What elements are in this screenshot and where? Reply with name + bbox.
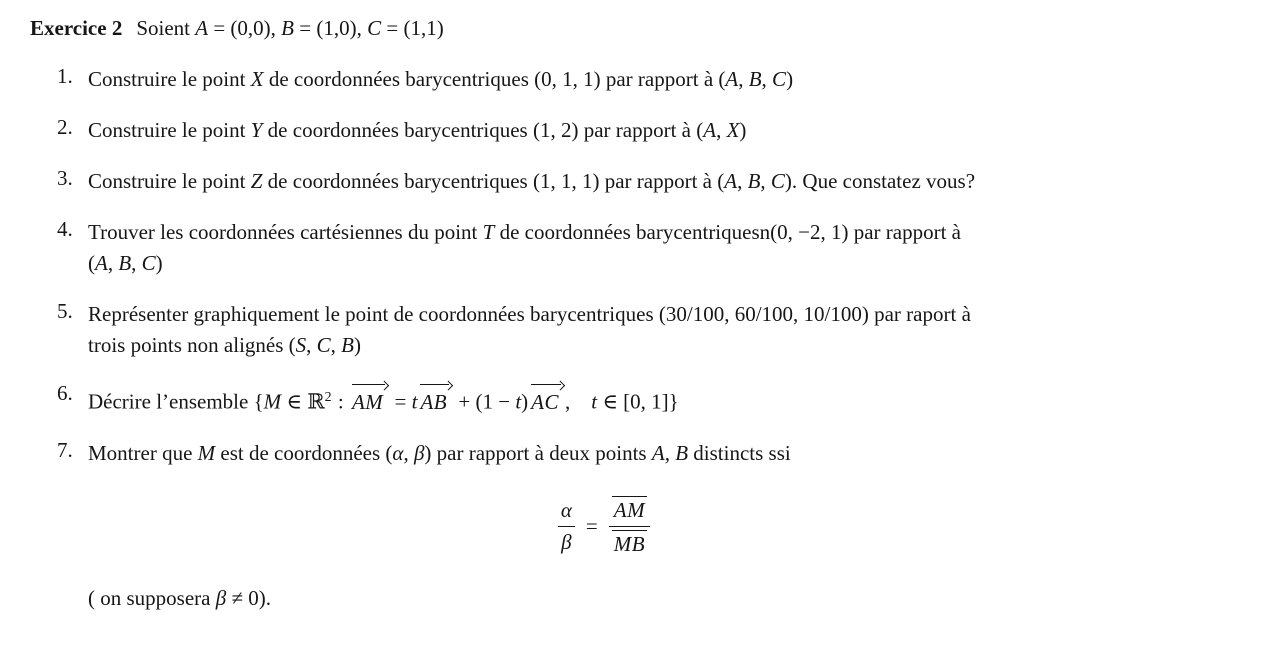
text-segment: , [330,333,342,357]
item-line [88,438,1178,469]
text-segment: ) [739,118,747,142]
beta-symbol: β [558,526,574,555]
item-number: 5. [57,299,73,323]
text-segment: de coordonnées barycentriques (1, 1, 1) par rapport à ( [262,169,725,193]
exercise-list [30,64,1178,469]
var-s: S [295,333,307,357]
text-segment: Construire le point [88,169,251,193]
text-segment: = (1,1) [381,16,444,40]
item-number: 3. [57,166,73,190]
denominator-mb [609,526,650,557]
text-segment: de coordonnées barycentriques (0, 1, 1) par rapport à ( [263,67,726,91]
var-t: T [482,220,495,244]
item-number: 4. [57,217,73,241]
text-segment: , [131,251,142,275]
var-c: C [367,16,382,40]
equation-display [30,496,1178,557]
text-segment: ) [354,333,361,357]
item-text [88,438,1178,469]
item-line [88,381,1178,418]
text-segment: ) [155,251,163,275]
text-segment: A [725,67,739,91]
var-x: X [250,67,264,91]
numerator-am [609,496,650,526]
alpha-symbol: α [560,497,572,522]
vector-ac: AC [530,382,564,418]
fraction-alpha-over-beta [558,498,575,555]
var-z: Z [250,169,263,193]
text-segment [570,390,591,414]
text-segment: ). Que constatez vous? [784,169,976,193]
item-line [88,248,1178,279]
exercise-title: Exercice 2 [30,16,123,40]
text-segment: Construire le point [88,118,251,142]
item-line [88,166,1178,197]
text-segment: Construire le point [88,67,251,91]
text-segment: de coordonnées barycentriques (1, 2) par rapport à ( [262,118,704,142]
fraction-am-over-mb [609,496,650,557]
text-segment: C [772,67,787,91]
item-number: 1. [57,64,73,88]
item-number: 6. [57,381,73,405]
item-text [88,115,1178,146]
text-segment: = [389,389,412,414]
text-segment: ( on supposera [88,585,216,610]
text-segment: Trouver les coordonnées cartésiennes du point [88,220,483,244]
text-segment: Montrer que [88,440,198,465]
var-y: Y [250,118,263,142]
var-param-t: t [411,389,418,414]
text-segment: , [761,67,773,91]
list-item-7 [57,438,1178,469]
text-segment: B [747,169,761,193]
alpha-symbol: α [392,440,404,465]
text-segment: A [703,118,717,142]
list-item-3 [57,166,1178,197]
list-item-6 [57,381,1178,418]
text-segment: + (1 − [453,389,516,414]
mb-overline: MB [613,531,646,556]
beta-symbol: β [413,440,425,465]
text-segment: C [770,169,785,193]
text-segment: A [651,440,665,465]
text-segment: B [675,440,689,465]
text-segment: t [591,389,598,414]
exercise-header [30,13,1178,43]
text-segment: trois points non alignés ( [88,333,296,357]
text-segment: B [748,67,762,91]
item-text [88,64,1178,95]
text-segment: , [664,440,676,465]
text-segment: C [141,251,156,275]
text-segment: A [95,251,108,275]
list-item-4 [57,217,1178,279]
text-segment: Décrire l’ensemble { [88,389,264,414]
text-segment: = (0,0), [208,16,282,40]
item-line [88,330,1178,361]
text-segment: , [737,169,748,193]
footnote [88,583,1178,614]
text-segment: , [107,251,119,275]
text-segment: , [306,333,317,357]
text-segment: distincts ssi [688,440,791,465]
item-line [88,115,1178,146]
text-segment: , [403,440,414,465]
text-segment: est de coordonnées ( [215,440,393,465]
am-overline: AM [613,497,646,522]
text-segment: Représenter graphiquement le point de coordonnées barycentriques (30/100, 60/100, 10/100) par raport à [88,302,971,326]
text-segment: , [716,118,727,142]
text-segment: ) [786,67,794,91]
item-text [88,381,1178,418]
equals-sign: = [585,513,598,538]
text-segment: : [332,389,349,414]
text-segment: , [760,169,771,193]
text-segment: Soient [136,16,196,40]
var-a: A [195,16,209,40]
text-segment: = (1,0), [294,16,368,40]
item-line [88,299,1178,330]
vector-ab: AB [419,382,452,418]
exponent-two: 2 [324,389,332,404]
var-m: M [197,440,216,465]
list-item-5 [57,299,1178,361]
text-segment: B [341,333,354,357]
var-m: M [263,389,282,414]
item-text [88,217,1178,279]
beta-symbol: β [215,585,227,610]
text-segment: X [726,118,740,142]
text-segment: ∈ [281,389,308,414]
text-segment: A [724,169,738,193]
list-item-1 [57,64,1178,95]
item-text [88,166,1178,197]
exercise-statement [136,16,443,40]
item-line [88,217,1178,248]
text-segment: ∈ [0, 1]} [597,389,679,414]
text-segment: ) par rapport à deux points [424,440,652,465]
list-item-2 [57,115,1178,146]
text-segment: de coordonnées barycentriquesn(0, −2, 1) par rapport à [494,220,961,244]
text-segment: t [515,389,522,414]
text-segment: B [118,251,132,275]
item-number: 7. [57,437,73,462]
text-segment: , [565,389,571,414]
item-text [88,299,1178,361]
text-segment: ( [88,251,95,275]
text-segment: ≠ 0). [226,585,271,610]
text-segment: ) [521,389,529,414]
real-numbers-symbol: ℝ [307,389,325,414]
item-number: 2. [57,115,73,139]
item-line [88,64,1178,95]
var-b: B [281,16,294,40]
text-segment: , [738,67,749,91]
vector-am: AM [351,382,388,418]
equation-inner [558,496,650,557]
text-segment: C [316,333,331,357]
